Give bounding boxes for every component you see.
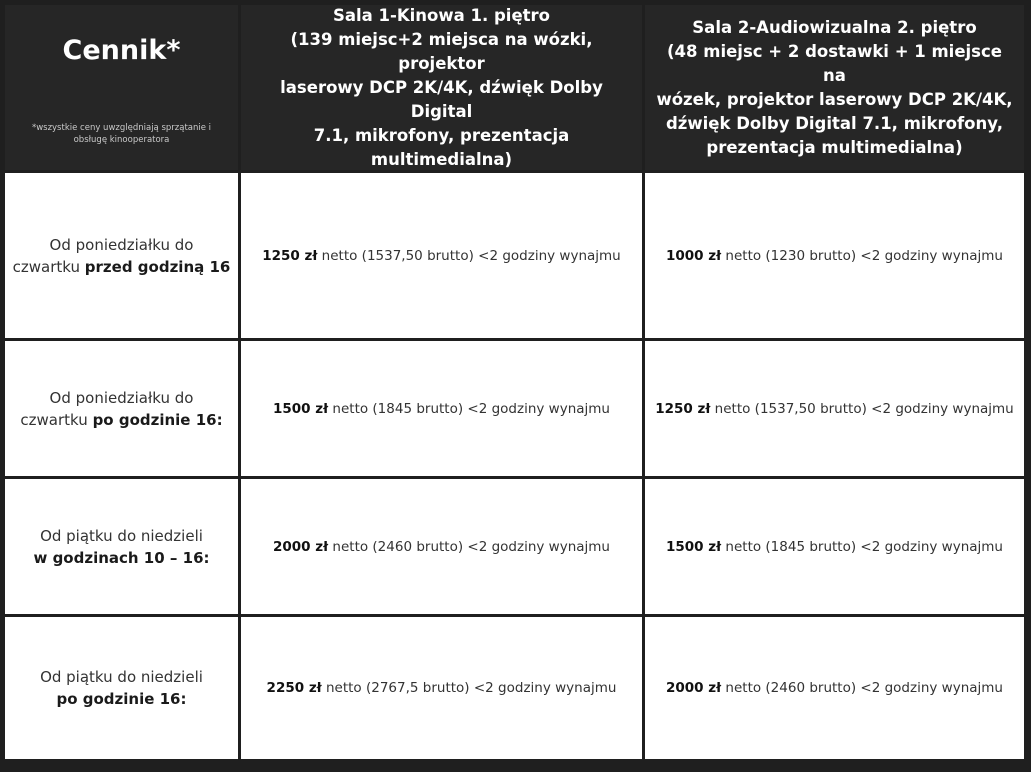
header-hall1: [241, 5, 642, 170]
hall1-price-cell: 1500 zł netto (1845 brutto) <2 godziny wynajmu: [241, 341, 642, 476]
page-title: Cennik*: [62, 35, 181, 66]
hall2-description: Sala 2-Audiowizualna 2. piętro (48 miejsc + 2 dostawki + 1 miejsce na wózek, projektor laserowy DCP 2K/4K, dźwięk Dolby Digital 7.1, mikrofony, prezentacja multimedialna): [656, 17, 1013, 157]
hall1-price-cell: 2250 zł netto (2767,5 brutto) <2 godziny wynajmu: [241, 617, 642, 759]
price-note: *wszystkie ceny uwzględniają sprzątanie i obsługę kinooperatora: [31, 123, 212, 145]
day-cell: Od piątku do niedzieli w godzinach 10 – 16:: [5, 479, 238, 614]
hall2-price-cell: 1250 zł netto (1537,50 brutto) <2 godziny wynajmu: [645, 341, 1024, 476]
day-cell: Od poniedziałku do czwartku po godzinie 16:: [5, 341, 238, 476]
hall1-description: Sala 1-Kinowa 1. piętro (139 miejsc+2 miejsca na wózki, projektor laserowy DCP 2K/4K, dźwięk Dolby Digital 7.1, mikrofony, prezentacja multimedialna): [280, 5, 603, 169]
day-cell: Od poniedziałku do czwartku przed godziną 16: [5, 173, 238, 338]
header-title-cell: [5, 5, 238, 170]
day-cell: Od piątku do niedzieli po godzinie 16:: [5, 617, 238, 759]
hall2-price-cell: 1500 zł netto (1845 brutto) <2 godziny wynajmu: [645, 479, 1024, 614]
hall1-price-cell: 2000 zł netto (2460 brutto) <2 godziny wynajmu: [241, 479, 642, 614]
hall1-price-cell: 1250 zł netto (1537,50 brutto) <2 godziny wynajmu: [241, 173, 642, 338]
hall2-price-cell: 2000 zł netto (2460 brutto) <2 godziny wynajmu: [645, 617, 1024, 759]
header-hall2: [645, 5, 1024, 170]
hall2-price-cell: 1000 zł netto (1230 brutto) <2 godziny wynajmu: [645, 173, 1024, 338]
